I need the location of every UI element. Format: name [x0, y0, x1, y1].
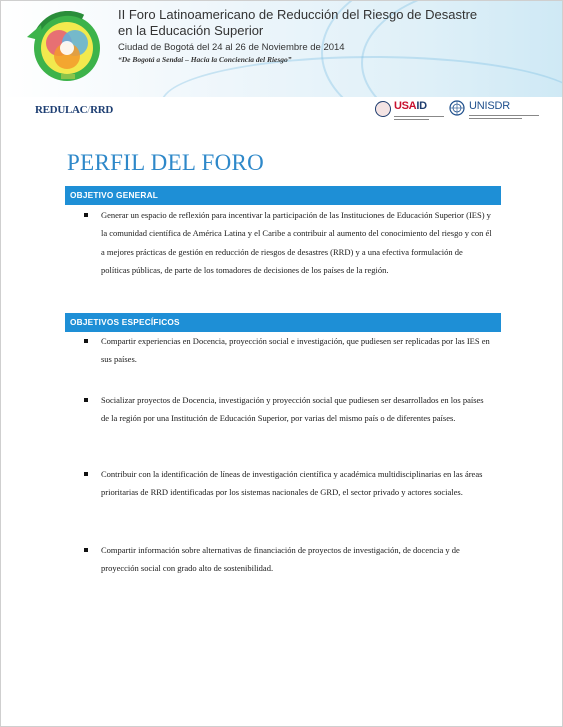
forum-dates: Ciudad de Bogotá del 24 al 26 de Noviembre de 2014 [118, 42, 345, 53]
redulac-main-text: REDULAC [35, 104, 88, 116]
redulac-slash: / [87, 104, 91, 116]
specific-objective-item [81, 465, 493, 502]
general-objective-list [81, 206, 493, 280]
forum-logo [21, 11, 111, 85]
redulac-logo [35, 104, 113, 116]
specific-objective-text: Contribuir con la identificación de líneas de investigación científica y académica multidisciplinarias en las áreas prioritarias de RRD identificadas por los sistemas nacionales de GRD, el sector privado y actores sociales. [101, 469, 483, 498]
usaid-logo [375, 99, 445, 123]
forum-title-line1: II Foro Latinoamericano de Reducción del Riesgo de Desastre [118, 7, 478, 22]
specific-objective-text: Socializar proyectos de Docencia, investigación y proyección social que pudiesen ser desarrollados en los países de la región por una Institución de Educación Superior, por varias del mismo país o de diferentes países. [101, 395, 484, 424]
bullet-icon [84, 213, 88, 217]
usaid-tagline-lines [394, 114, 444, 120]
forum-title-line2: en la Educación Superior [118, 23, 264, 38]
bullet-icon [84, 339, 88, 343]
specific-objective-text: Compartir información sobre alternativas de financiación de proyectos de investigación, de docencia y de proyección social con grado alto de sostenibilidad. [101, 545, 460, 574]
usaid-id-text: ID [416, 100, 427, 112]
usaid-wordmark [394, 100, 427, 112]
specific-objective-item [81, 541, 493, 578]
redulac-rrd-text: RRD [90, 104, 113, 116]
usaid-usa-text: USA [394, 100, 417, 112]
unisdr-logo [448, 97, 548, 127]
specific-objective-text: Compartir experiencias en Docencia, proyección social e investigación, que pudiesen ser replicadas por las IES en sus países. [101, 336, 490, 365]
section-heading-specific: OBJETIVOS ESPECÍFICOS [65, 313, 501, 332]
forum-title-block [118, 7, 518, 64]
section-heading-general: OBJETIVO GENERAL [65, 186, 501, 205]
bullet-icon [84, 548, 88, 552]
specific-objective-item [81, 332, 493, 369]
forum-tagline: “De Bogotá a Sendai – Hacia la Conciencia del Riesgo” [118, 55, 292, 64]
usaid-seal-icon [375, 101, 391, 117]
list-item [81, 206, 493, 280]
unisdr-tagline-lines [469, 114, 539, 119]
general-objective-text: Generar un espacio de reflexión para incentivar la participación de las Instituciones de Educación Superior (IES) y la comunidad científica de América Latina y el Caribe a contribuir al aumento del conocimiento del riesgo y con él a mejores prácticas de gestión en reducción de riesgos de desastres (RRD) y a una efectiva formulación de políticas públicas, de parte de los tomadores de decisiones de los países de la región. [101, 210, 492, 276]
page-title: PERFIL DEL FORO [67, 150, 265, 175]
specific-objective-item [81, 391, 493, 428]
bullet-icon [84, 398, 88, 402]
un-emblem-icon [448, 99, 466, 117]
unisdr-wordmark: UNISDR [469, 100, 510, 112]
bullet-icon [84, 472, 88, 476]
forum-header [1, 1, 562, 97]
